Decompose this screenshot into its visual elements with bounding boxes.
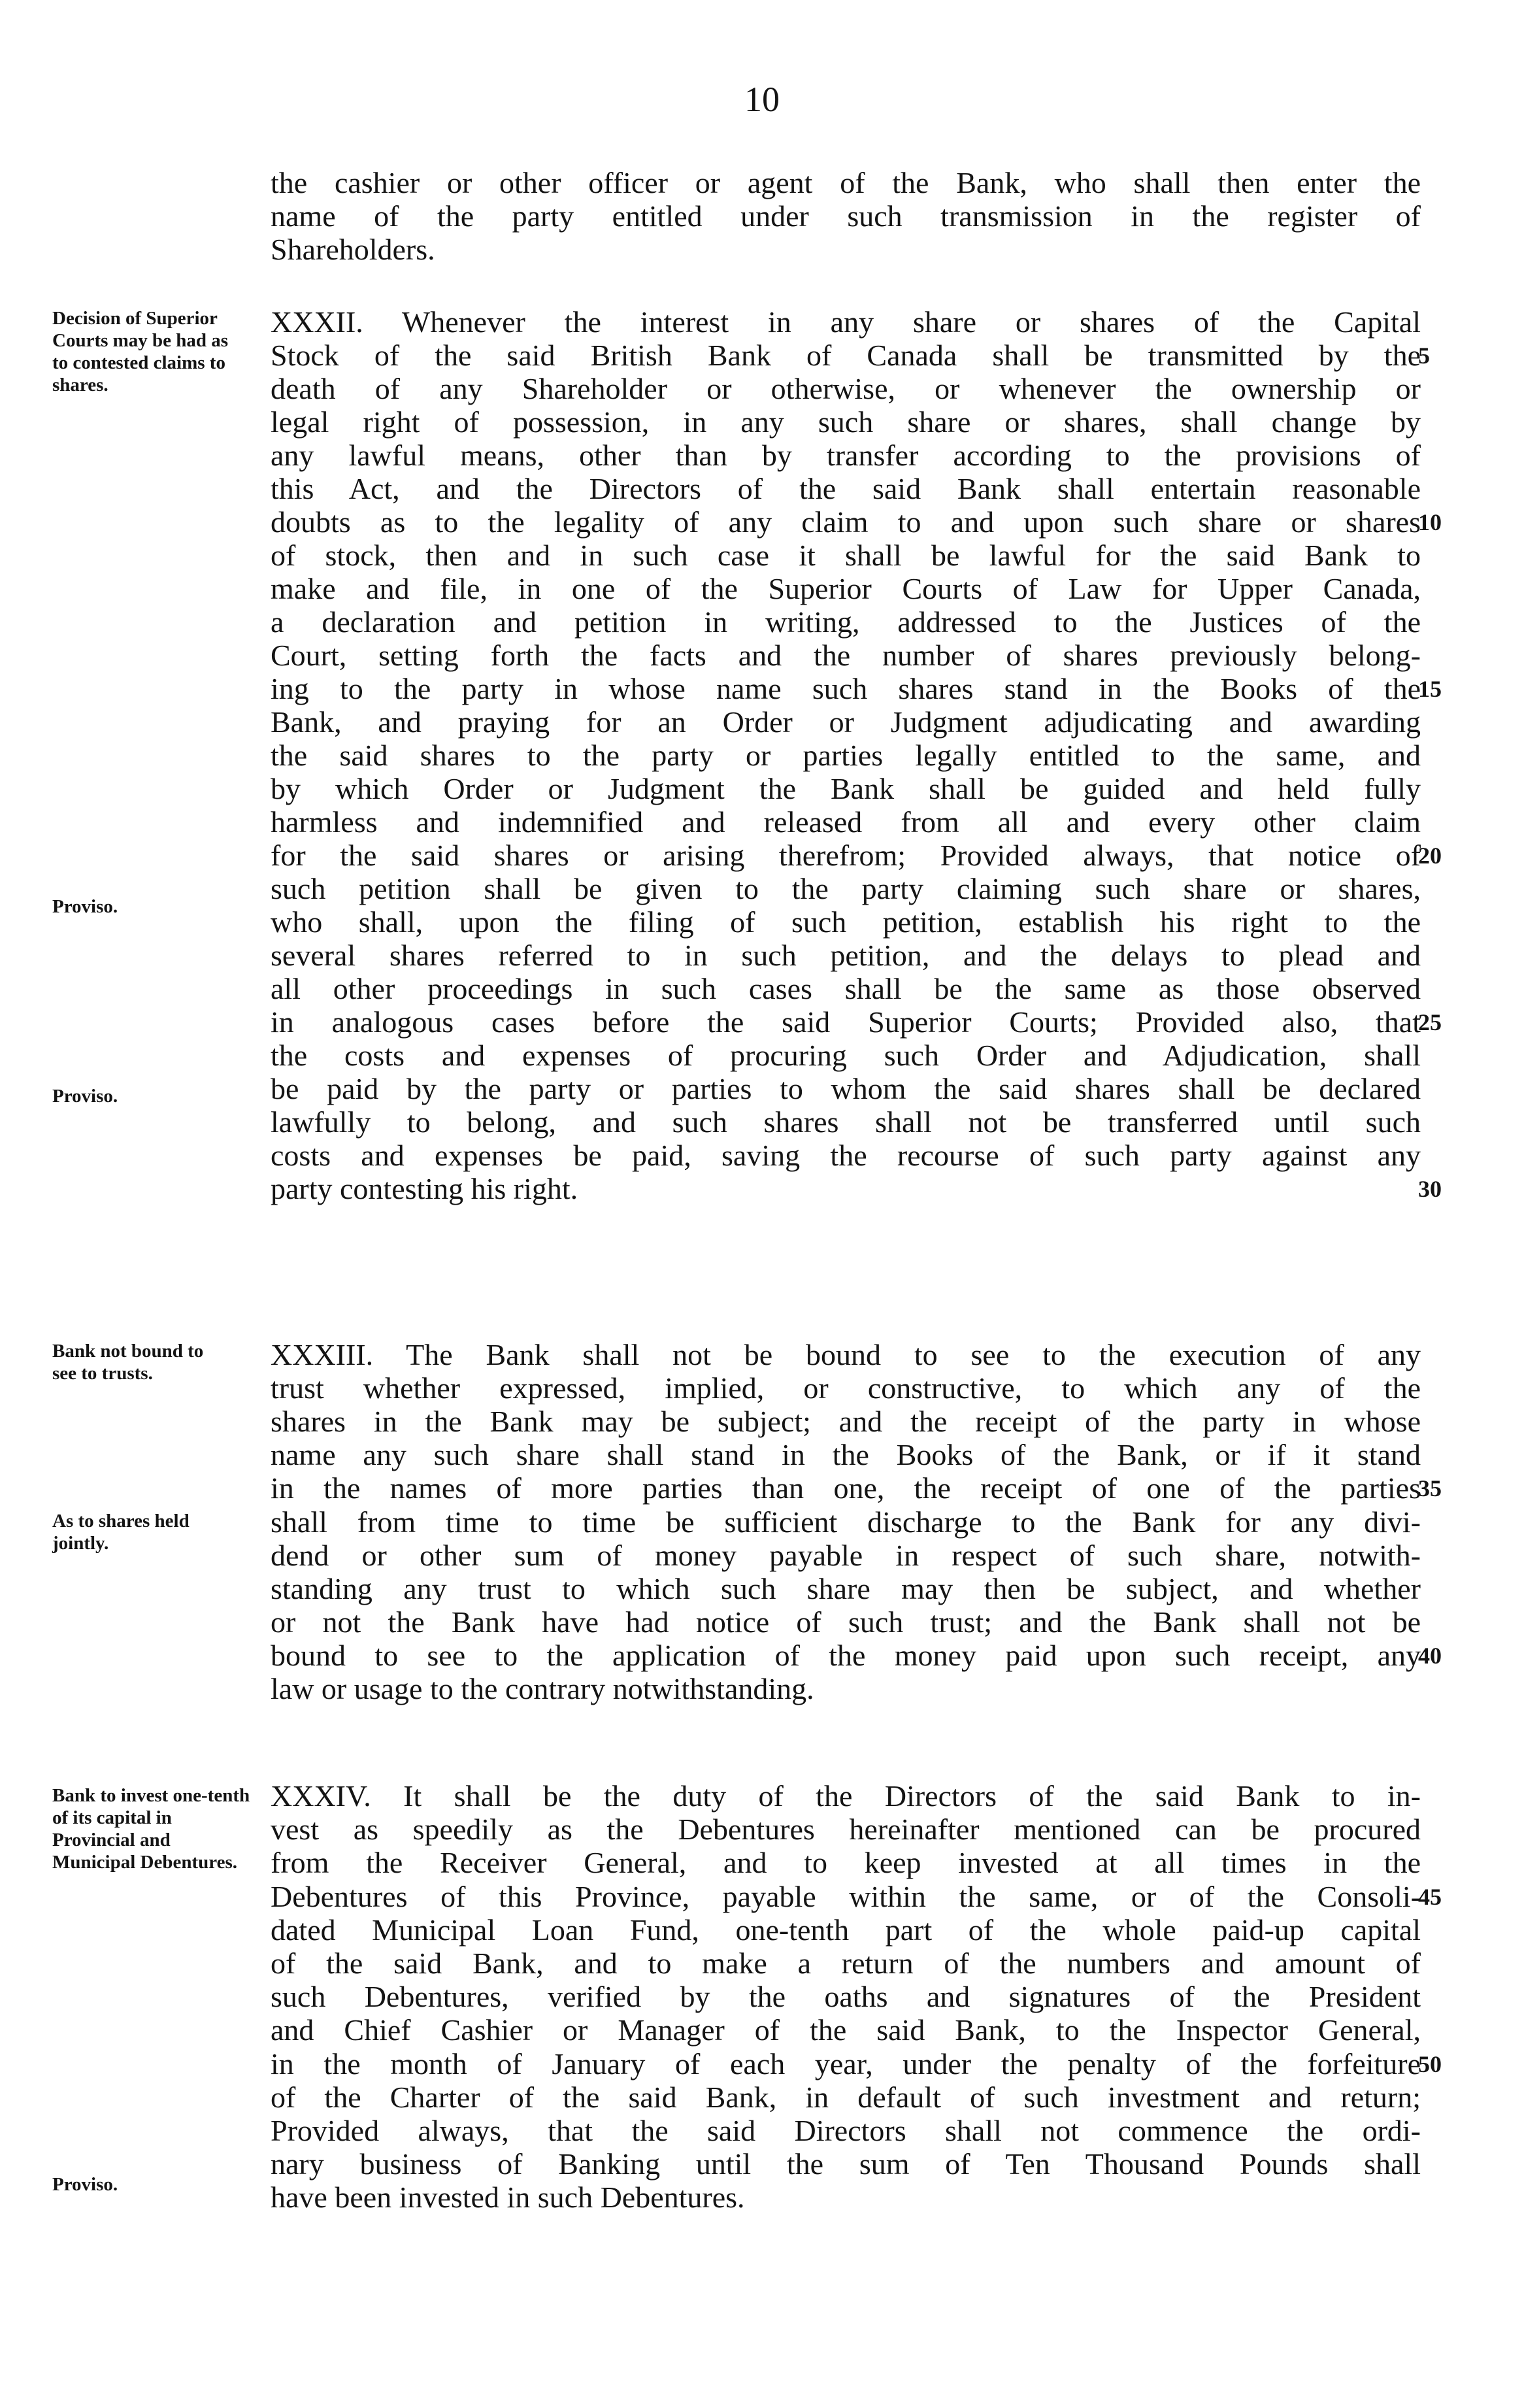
text-line: Court, setting forth the facts and the number of shares previously belong- [271,639,1421,672]
text-line: XXXIII. The Bank shall not be bound to see to the execution of any [271,1338,1421,1371]
text-line: any lawful means, other than by transfer according to the provisions of [271,439,1421,472]
text-line: the costs and expenses of procuring such Order and Adjudication, shall [271,1039,1421,1072]
margin-note: As to shares held jointly. [52,1511,190,1554]
text-line: be paid by the party or parties to whom the said shares shall be declared [271,1072,1421,1105]
text-line: of the said Bank, and to make a return of the numbers and amount of [271,1947,1421,1980]
line-number: 50 [1418,2051,1442,2077]
text-line: harmless and indemnified and released from all and every other claim [271,805,1421,839]
text-line: trust whether expressed, implied, or constructive, to which any of the [271,1371,1421,1405]
text-line: have been invested in such Debentures. [271,2181,745,2214]
margin-note: Bank to invest one-tenth of its capital in Provincial and Municipal Debentures. [52,1785,250,1873]
text-line: legal right of possession, in any such share or shares, shall change by [271,405,1421,439]
text-line: party contesting his right. [271,1172,578,1205]
line-number: 10 [1418,509,1442,535]
text-line: of the Charter of the said Bank, in default of such investment and return; [271,2081,1421,2114]
text-line: for the said shares or arising therefrom; Provided always, that notice of [271,839,1421,872]
text-line: a declaration and petition in writing, addressed to the Justices of the [271,605,1421,639]
text-line: the cashier or other officer or agent of the Bank, who shall then enter the [271,166,1421,199]
text-line: of stock, then and in such case it shall be lawful for the said Bank to [271,539,1421,572]
line-number: 35 [1418,1475,1442,1501]
text-line: shares in the Bank may be subject; and the receipt of the party in whose [271,1405,1421,1438]
text-line: in the names of more parties than one, the receipt of one of the parties [271,1471,1421,1505]
margin-note: Decision of Superior Courts may be had as to contested claims to shares. [52,308,229,395]
line-number: 5 [1418,343,1430,369]
text-line: dend or other sum of money payable in respect of such share, notwith- [271,1539,1421,1572]
text-line: nary business of Banking until the sum of Ten Thousand Pounds shall [271,2147,1421,2181]
text-line: from the Receiver General, and to keep invested at all times in the [271,1846,1421,1879]
margin-note: Proviso. [52,896,118,917]
text-line: costs and expenses be paid, saving the recourse of such party against any [271,1139,1421,1172]
text-line: shall from time to time be sufficient discharge to the Bank for any divi- [271,1505,1421,1539]
text-line: ing to the party in whose name such shares stand in the Books of the [271,672,1421,705]
text-line: Shareholders. [271,233,435,266]
text-line: name of the party entitled under such transmission in the register of [271,199,1421,233]
text-line: such petition shall be given to the party claiming such share or shares, [271,872,1421,905]
margin-note: Proviso. [52,1086,118,1107]
text-line: Debentures of this Province, payable within the same, or of the Consoli- [271,1880,1421,1913]
text-line: this Act, and the Directors of the said Bank shall entertain reasonable [271,472,1421,505]
text-line: doubts as to the legality of any claim to and upon such share or shares [271,505,1421,539]
margin-note: Proviso. [52,2174,118,2195]
text-line: and Chief Cashier or Manager of the said Bank, to the Inspector General, [271,2013,1421,2047]
text-line: who shall, upon the filing of such petition, establish his right to the [271,905,1421,939]
text-line: law or usage to the contrary notwithstanding. [271,1672,814,1705]
text-line: make and file, in one of the Superior Courts of Law for Upper Canada, [271,572,1421,605]
text-line: XXXIV. It shall be the duty of the Directors of the said Bank to in- [271,1779,1421,1813]
page-number: 10 [744,80,780,119]
text-line: all other proceedings in such cases shall be the same as those observed [271,972,1421,1005]
text-line: Stock of the said British Bank of Canada shall be transmitted by the [271,339,1421,372]
text-line: name any such share shall stand in the Books of the Bank, or if it stand [271,1438,1421,1471]
margin-note: Bank not bound to see to trusts. [52,1341,204,1384]
line-number: 15 [1418,676,1442,702]
text-line: dated Municipal Loan Fund, one-tenth part of the whole paid-up capital [271,1913,1421,1947]
text-line: in the month of January of each year, under the penalty of the forfeiture [271,2047,1421,2081]
text-line: standing any trust to which such share may then be subject, and whether [271,1572,1421,1605]
text-line: lawfully to belong, and such shares shall not be transferred until such [271,1105,1421,1139]
text-line: XXXII. Whenever the interest in any share or shares of the Capital [271,305,1421,339]
text-line: the said shares to the party or parties legally entitled to the same, and [271,739,1421,772]
line-number: 25 [1418,1009,1442,1035]
line-number: 30 [1418,1176,1442,1202]
text-line: death of any Shareholder or otherwise, or whenever the ownership or [271,372,1421,405]
line-number: 45 [1418,1884,1442,1910]
text-line: bound to see to the application of the money paid upon such receipt, any [271,1639,1421,1672]
text-line: vest as speedily as the Debentures hereinafter mentioned can be procured [271,1813,1421,1846]
text-line: such Debentures, verified by the oaths and signatures of the President [271,1980,1421,2013]
text-line: or not the Bank have had notice of such trust; and the Bank shall not be [271,1605,1421,1639]
text-line: Bank, and praying for an Order or Judgment adjudicating and awarding [271,705,1421,739]
text-line: several shares referred to in such petition, and the delays to plead and [271,939,1421,972]
line-number: 20 [1418,843,1442,869]
text-line: in analogous cases before the said Superior Courts; Provided also, that [271,1005,1421,1039]
line-number: 40 [1418,1643,1442,1669]
text-line: by which Order or Judgment the Bank shall be guided and held fully [271,772,1421,805]
text-line: Provided always, that the said Directors shall not commence the ordi- [271,2114,1421,2147]
